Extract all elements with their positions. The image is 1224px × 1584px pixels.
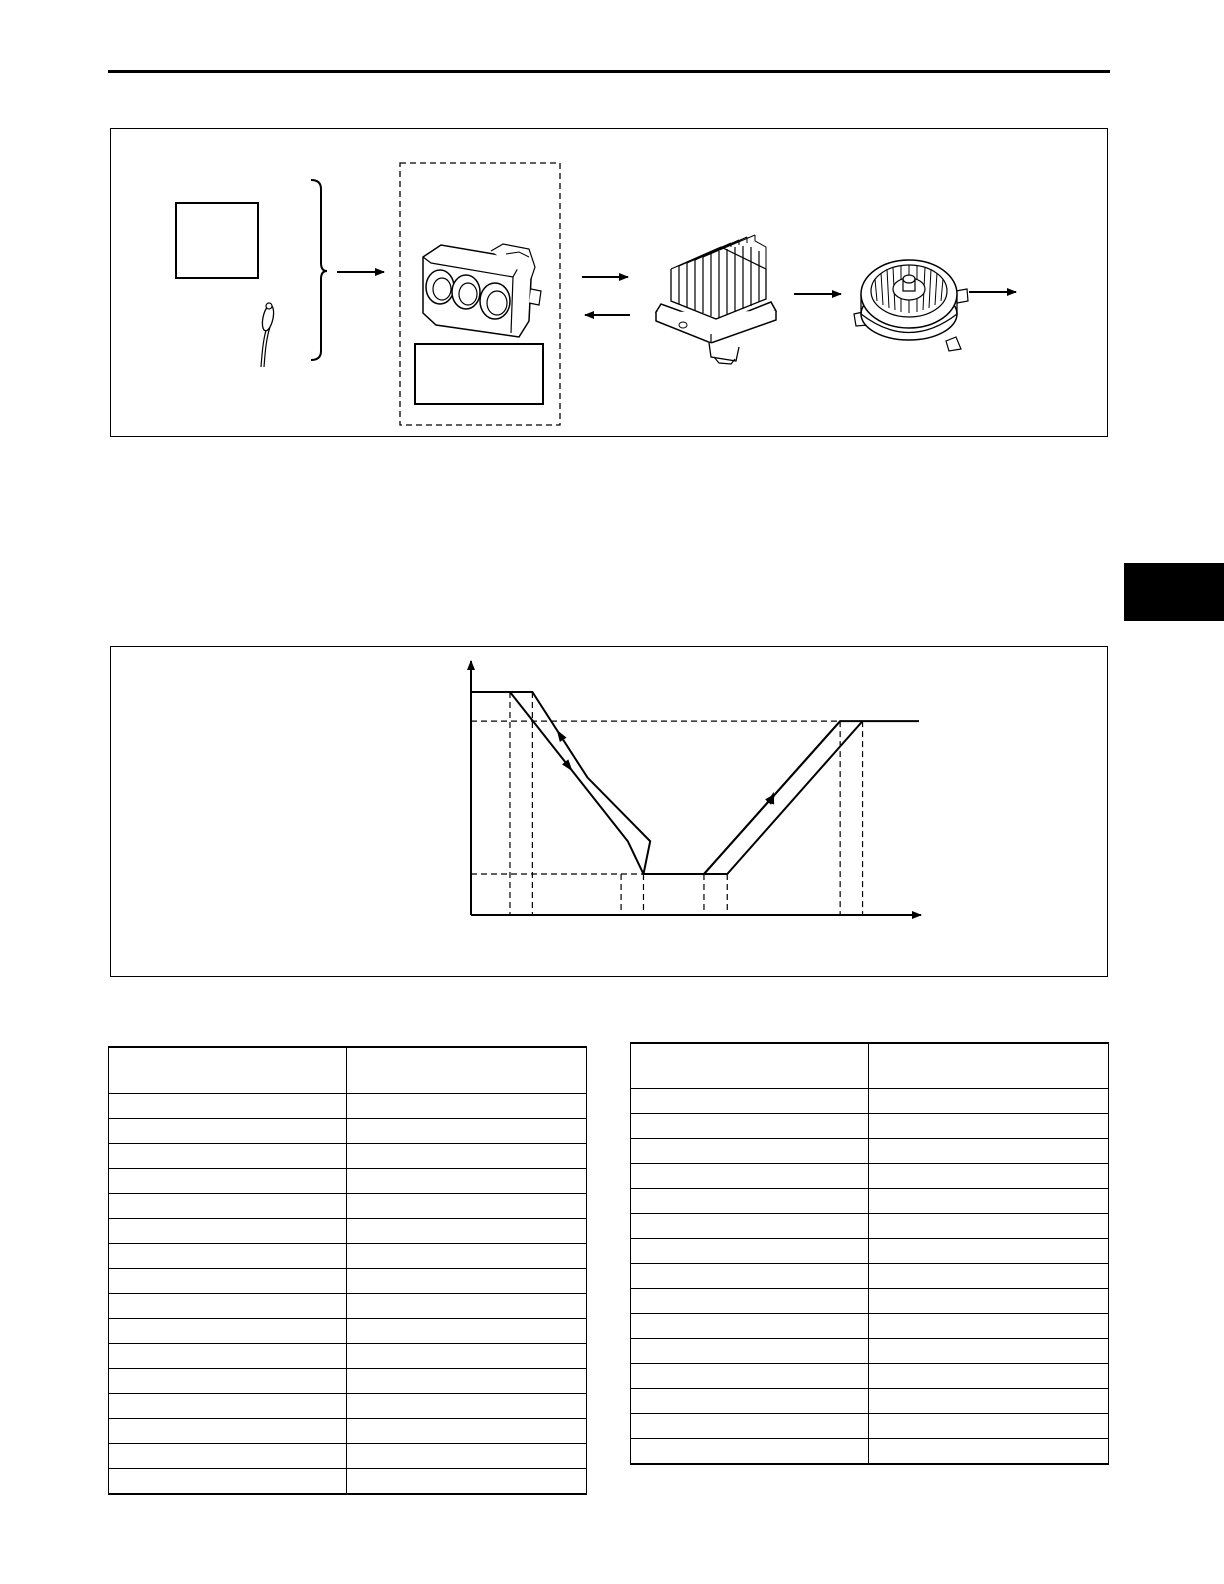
chart-series-line-1 — [471, 692, 919, 874]
table-row — [631, 1214, 1109, 1239]
table-row — [631, 1264, 1109, 1289]
table-cell — [109, 1119, 347, 1144]
table-row — [109, 1119, 587, 1144]
table-cell — [347, 1119, 587, 1144]
input-brace — [311, 180, 327, 360]
table-cell — [869, 1164, 1109, 1189]
table-row — [109, 1369, 587, 1394]
table-cell — [347, 1219, 587, 1244]
table-row — [631, 1389, 1109, 1414]
table-cell — [631, 1239, 869, 1264]
table-cell — [869, 1089, 1109, 1114]
hysteresis-chart — [111, 647, 1109, 978]
table-row — [109, 1244, 587, 1269]
table-cell — [109, 1444, 347, 1469]
table-cell — [869, 1314, 1109, 1339]
table-row — [109, 1444, 587, 1469]
table-cell — [109, 1319, 347, 1344]
table-cell — [109, 1269, 347, 1294]
table-row — [109, 1419, 587, 1444]
table-cell — [109, 1344, 347, 1369]
system-diagram-panel — [110, 128, 1108, 437]
spec-table-left — [108, 1046, 587, 1495]
table-header-cell — [109, 1047, 347, 1094]
table-row — [109, 1269, 587, 1294]
table-cell — [347, 1444, 587, 1469]
table-cell — [631, 1289, 869, 1314]
table-cell — [347, 1419, 587, 1444]
table-row — [631, 1164, 1109, 1189]
table-cell — [869, 1289, 1109, 1314]
table-row — [631, 1114, 1109, 1139]
table-cell — [347, 1369, 587, 1394]
table-header-cell — [347, 1047, 587, 1094]
table-cell — [869, 1214, 1109, 1239]
header-rule — [108, 70, 1110, 73]
table-cell — [109, 1419, 347, 1444]
table-row — [631, 1139, 1109, 1164]
table-row — [631, 1239, 1109, 1264]
table-header-row — [109, 1047, 587, 1094]
table-cell — [631, 1139, 869, 1164]
table-cell — [347, 1394, 587, 1419]
chart-series-line-2 — [727, 721, 862, 874]
table-cell — [109, 1394, 347, 1419]
table-row — [109, 1194, 587, 1219]
table-cell — [109, 1244, 347, 1269]
table-header-row — [631, 1043, 1109, 1089]
table-cell — [631, 1264, 869, 1289]
table-row — [631, 1339, 1109, 1364]
control-panel-label-box — [415, 344, 543, 404]
table-header-cell — [631, 1043, 869, 1089]
table-cell — [347, 1094, 587, 1119]
table-cell — [109, 1194, 347, 1219]
table-cell — [869, 1414, 1109, 1439]
table-row — [109, 1144, 587, 1169]
control-panel-icon — [423, 244, 541, 337]
table-cell — [869, 1239, 1109, 1264]
table-cell — [631, 1314, 869, 1339]
table-row — [109, 1344, 587, 1369]
table-cell — [347, 1269, 587, 1294]
table-row — [631, 1289, 1109, 1314]
table-cell — [347, 1194, 587, 1219]
table-row — [109, 1394, 587, 1419]
table-cell — [631, 1439, 869, 1465]
table-row — [109, 1219, 587, 1244]
table-cell — [109, 1469, 347, 1495]
table-cell — [631, 1364, 869, 1389]
table-cell — [347, 1169, 587, 1194]
chart-series-line-2 — [471, 692, 840, 874]
table-cell — [347, 1319, 587, 1344]
table-cell — [631, 1389, 869, 1414]
table-cell — [631, 1114, 869, 1139]
table-cell — [869, 1114, 1109, 1139]
chart-panel — [110, 646, 1108, 977]
table-cell — [869, 1189, 1109, 1214]
table-cell — [109, 1294, 347, 1319]
thermistor-icon — [260, 303, 275, 367]
blower-fan-icon — [854, 260, 968, 351]
table-cell — [347, 1244, 587, 1269]
table-row — [109, 1469, 587, 1495]
table-cell — [869, 1264, 1109, 1289]
table-cell — [631, 1089, 869, 1114]
table-cell — [109, 1144, 347, 1169]
table-cell — [869, 1339, 1109, 1364]
system-diagram — [111, 129, 1109, 438]
table-row — [631, 1089, 1109, 1114]
heat-sink-icon — [656, 235, 776, 364]
table-cell — [631, 1214, 869, 1239]
chart-direction-arrow — [553, 728, 566, 742]
table-cell — [631, 1189, 869, 1214]
table-row — [109, 1319, 587, 1344]
table-cell — [869, 1364, 1109, 1389]
table-cell — [347, 1344, 587, 1369]
table-row — [631, 1364, 1109, 1389]
table-cell — [631, 1414, 869, 1439]
table-cell — [109, 1219, 347, 1244]
sensor-box — [176, 203, 258, 278]
table-cell — [869, 1389, 1109, 1414]
table-row — [631, 1439, 1109, 1465]
table-row — [631, 1189, 1109, 1214]
table-row — [109, 1094, 587, 1119]
table-cell — [109, 1169, 347, 1194]
table-header-cell — [869, 1043, 1109, 1089]
table-cell — [869, 1139, 1109, 1164]
table-row — [631, 1314, 1109, 1339]
spec-table-right — [630, 1042, 1109, 1465]
table-cell — [347, 1469, 587, 1495]
table-cell — [109, 1369, 347, 1394]
table-row — [631, 1414, 1109, 1439]
table-cell — [347, 1294, 587, 1319]
table-cell — [109, 1094, 347, 1119]
table-cell — [869, 1439, 1109, 1465]
table-cell — [347, 1144, 587, 1169]
section-tab — [1124, 563, 1224, 621]
table-row — [109, 1294, 587, 1319]
table-cell — [631, 1339, 869, 1364]
table-cell — [631, 1164, 869, 1189]
table-row — [109, 1169, 587, 1194]
